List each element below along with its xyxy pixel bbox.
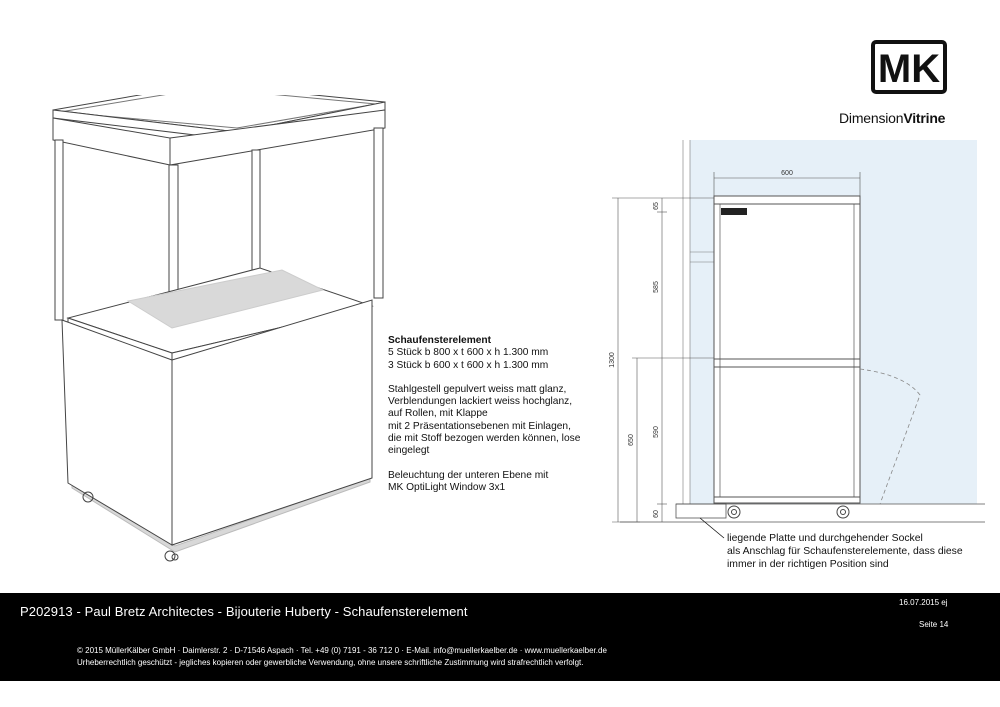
material-line: die mit Stoff bezogen werden können, lose bbox=[388, 433, 581, 445]
dim-top-band: 65 bbox=[653, 202, 660, 210]
page-number: Seite 14 bbox=[919, 620, 949, 629]
dim-total: 1300 bbox=[609, 352, 616, 368]
project-title: P202913 - Paul Bretz Architectes - Bijouterie Huberty - Schaufensterelement bbox=[20, 604, 468, 619]
dim-upper: 585 bbox=[653, 281, 660, 293]
logo-mark: MK bbox=[877, 47, 941, 91]
document-date: 16.07.2015 ej bbox=[899, 598, 948, 607]
brand-subtitle bbox=[839, 110, 945, 126]
copyright-line: © 2015 MüllerKälber GmbH · Daimlerstr. 2 · D-71546 Aspach · Tel. +49 (0) 7191 - 36 712 0 · E-Mail. info@muellerkaelber.de · www.muellerkaelber.de bbox=[77, 646, 607, 655]
lighting-line: Beleuchtung der unteren Ebene mit bbox=[388, 469, 549, 481]
brand-sub-normal: Dimension bbox=[839, 110, 904, 126]
copyright-block bbox=[77, 645, 607, 669]
dim-top-width: 600 bbox=[781, 170, 793, 177]
dim-lower: 590 bbox=[653, 426, 660, 438]
material-line: eingelegt bbox=[388, 445, 430, 457]
rights-line: Urheberrechtlich geschützt - jegliches kopieren oder gewerbliche Verwendung, ohne unsere schriftliche Zustimmung wird strafrechtlich verfolgt. bbox=[77, 658, 584, 667]
material-line: mit 2 Präsentationsebenen mit Einlagen, bbox=[388, 420, 571, 432]
showcase-perspective-drawing bbox=[40, 95, 400, 575]
material-line: Stahlgestell gepulvert weiss matt glanz, bbox=[388, 383, 567, 395]
material-line: Verblendungen lackiert weiss hochglanz, bbox=[388, 396, 573, 408]
mk-logo bbox=[871, 40, 947, 94]
plinth-note bbox=[727, 533, 987, 571]
size-line: 5 Stück b 800 x t 600 x h 1.300 mm bbox=[388, 347, 549, 359]
technical-elevation-drawing bbox=[600, 140, 1000, 555]
dim-base: 60 bbox=[653, 510, 660, 518]
lighting-line: MK OptiLight Window 3x1 bbox=[388, 481, 506, 493]
dim-lower-total: 650 bbox=[628, 434, 635, 446]
brand-sub-bold: Vitrine bbox=[903, 110, 946, 126]
note-line: immer in der richtigen Position sind bbox=[727, 558, 889, 570]
note-line: als Anschlag für Schaufensterelemente, dass diese bbox=[727, 545, 963, 557]
footer-bar bbox=[0, 593, 1000, 681]
description-title: Schaufensterelement bbox=[388, 335, 492, 346]
note-line: liegende Platte und durchgehender Sockel bbox=[727, 533, 923, 544]
element-description bbox=[388, 335, 618, 494]
material-line: auf Rollen, mit Klappe bbox=[388, 408, 488, 420]
size-line: 3 Stück b 600 x t 600 x h 1.300 mm bbox=[388, 359, 549, 371]
